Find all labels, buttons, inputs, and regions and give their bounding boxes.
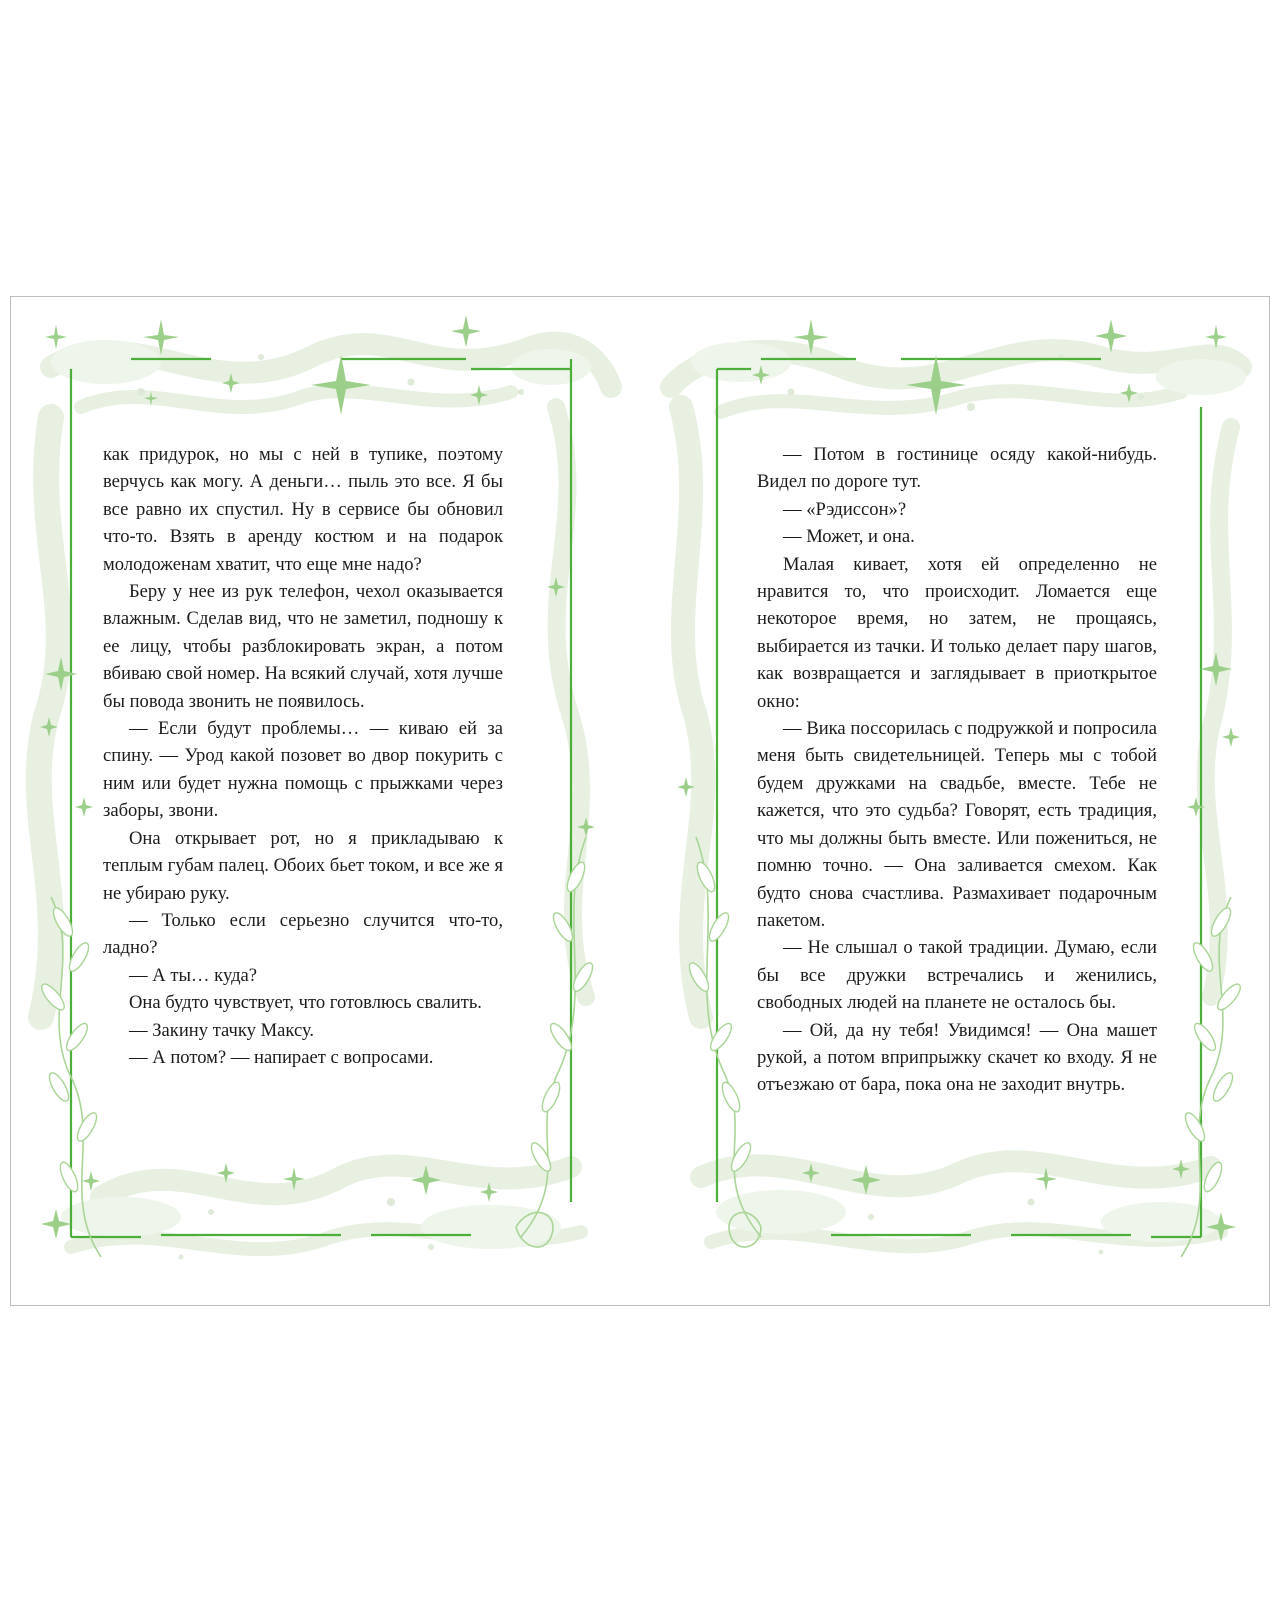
- book-spread: [10, 296, 1270, 1306]
- paragraph: Малая кивает, хотя ей определенно не нравится то, что происходит. Ломается еще некоторое время, но затем, не прощаясь, выбирается из тачки. И только делает пару шагов, как возвращается и заглядывает в приоткрытое окно:: [757, 553, 1157, 712]
- paragraph: — Вика поссорилась с подружкой и попросила меня быть свидетельницей. Теперь мы с тобой будем дружками на свадьбе, вместе. Тебе не кажется, что это судьба? Говорят, есть традиция, что мы должны быть вместе. Или пожениться, не помню точно. — Она заливается смехом. Как будто снова счастлива. Размахивает подарочным пакетом.: [757, 718, 1157, 931]
- paragraph: Она будто чувствует, что готовлюсь свалить.: [129, 992, 482, 1014]
- paragraph: — А потом? — напирает с вопросами.: [129, 1046, 434, 1068]
- paragraph: Беру у нее из рук телефон, чехол оказывается влажным. Сделав вид, что не заметил, подношу к ее лицу, чтобы разблокировать экран, а потом вбиваю свой номер. На всякий случай, хотя лучше бы повода звонить не появилось.: [103, 581, 503, 712]
- paragraph: как придурок, но мы с ней в тупике, поэтому верчусь как могу. А деньги… пыль это все. Я бы все равно их спустил. Ну в сервисе бы обновил что-то. Взять в аренду костюм и на подарок молодоженам хватит, что еще мне надо?: [103, 444, 503, 575]
- paragraph: — Не слышал о такой традиции. Думаю, если бы все дружки встречались и женились, свободных людей на планете не осталось бы.: [757, 937, 1157, 1014]
- right-page: [641, 297, 1271, 1305]
- left-page-text: [103, 441, 503, 1071]
- paragraph: Она открывает рот, но я прикладываю к теплым губам палец. Обоих бьет током, и все же я не убираю руку.: [103, 827, 503, 904]
- paragraph: — Может, и она.: [783, 526, 915, 548]
- paragraph: — Только если серьезно случится что-то, ладно?: [103, 909, 503, 959]
- paragraph: — Закину тачку Максу.: [129, 1019, 315, 1041]
- paragraph: — «Рэдиссон»?: [783, 498, 907, 520]
- paragraph: — А ты… куда?: [129, 964, 258, 986]
- right-page-text: [757, 441, 1157, 1099]
- paragraph: — Если будут проблемы… — киваю ей за спину. — Урод какой позовет во двор покурить с ним или будет нужна помощь с прыжками через заборы, звони.: [103, 718, 503, 822]
- paragraph: — Потом в гостинице осяду какой-нибудь. Видел по дороге тут.: [757, 444, 1157, 493]
- left-page: [11, 297, 641, 1305]
- paragraph: — Ой, да ну тебя! Увидимся! — Она машет рукой, а потом вприпрыжку скачет ко входу. Я не отъезжаю от бара, пока она не заходит внутрь.: [757, 1019, 1157, 1096]
